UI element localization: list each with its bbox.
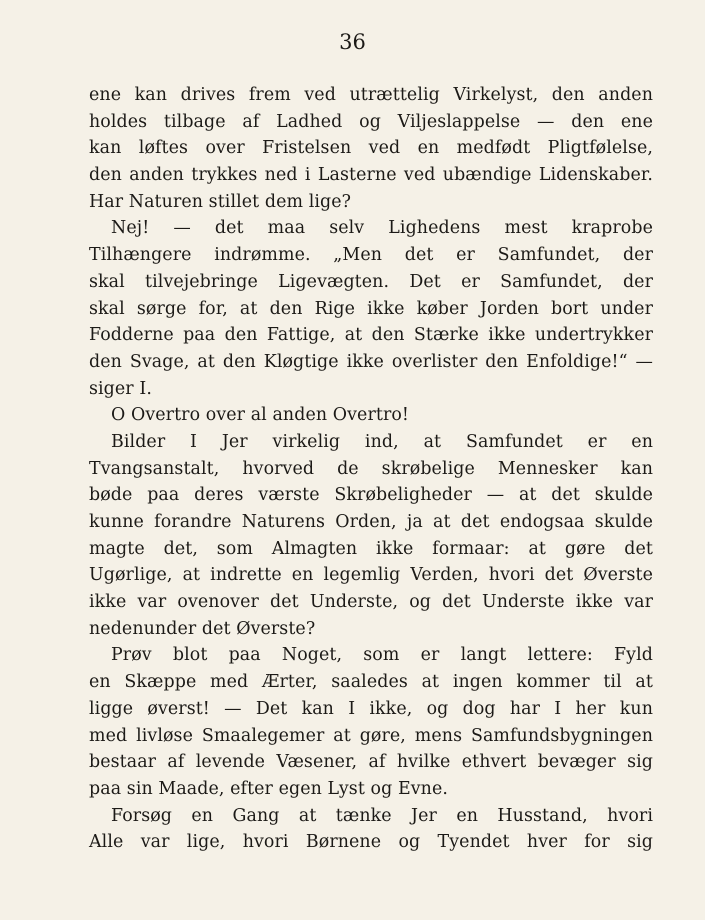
body-text <box>89 82 653 856</box>
text-line: paa sin Maade, efter egen Lyst og Evne. <box>89 778 449 799</box>
text-line: siger I. <box>89 378 152 399</box>
text-line: skal tilvejebringe Ligevægten. Det er Samfundet, der <box>89 271 653 292</box>
text-line: nedenunder det Øverste? <box>89 618 316 639</box>
text-line: ikke var ovenover det Underste, og det Underste ikke var <box>89 592 653 613</box>
text-line: Fodderne paa den Fattige, at den Stærke ikke undertrykker <box>89 325 653 346</box>
text-line: kunne forandre Naturens Orden, ja at det endogsaa skulde <box>89 512 653 532</box>
text-line: O Overtro over al anden Overtro! <box>111 405 410 426</box>
text-line: skal sørge for, at den Rige ikke køber Jorden bort under <box>89 298 653 319</box>
text-line: Prøv blot paa Noget, som er langt lettere: Fyld <box>111 645 653 666</box>
text-line: Forsøg en Gang at tænke Jer en Husstand, hvori <box>111 805 653 826</box>
text-line: bøde paa deres værste Skrøbeligheder — at det skulde <box>89 485 653 506</box>
text-line: den Svage, at den Kløgtige ikke overlister den Enfoldige!“ — <box>89 351 653 372</box>
text-line: bestaar af levende Væsener, af hvilke ethvert bevæger sig <box>89 752 653 773</box>
text-line: med livløse Smaalegemer at gøre, mens Samfundsbygningen <box>89 725 653 746</box>
text-line: Bilder I Jer virkelig ind, at Samfundet er en <box>111 431 653 452</box>
page-number: 36 <box>339 30 366 54</box>
text-line: ene kan drives frem ved utrættelig Virkelyst, den anden <box>89 85 653 105</box>
text-line: Tvangsanstalt, hvorved de skrøbelige Mennesker kan <box>89 458 653 479</box>
text-line: den anden trykkes ned i Lasterne ved ubændige Lidenskaber. <box>89 165 653 186</box>
text-line: Har Naturen stillet dem lige? <box>89 191 352 212</box>
text-line: ligge øverst! — Det kan I ikke, og dog har I her kun <box>89 698 653 719</box>
text-line: holdes tilbage af Ladhed og Viljeslappelse — den ene <box>89 111 653 132</box>
text-line: Ugørlige, at indrette en legemlig Verden, hvori det Øverste <box>89 565 653 586</box>
text-line: en Skæppe med Ærter, saaledes at ingen kommer til at <box>89 672 653 693</box>
text-line: Tilhængere indrømme. „Men det er Samfundet, der <box>89 245 653 266</box>
text-line: Nej! — det maa selv Lighedens mest kraprobe <box>111 218 653 239</box>
text-line: kan løftes over Fristelsen ved en medfødt Pligtfølelse, <box>89 138 653 159</box>
text-line: magte det, som Almagten ikke formaar: at gøre det <box>89 538 653 559</box>
text-line: Alle var lige, hvori Børnene og Tyendet hver for sig <box>89 832 653 853</box>
